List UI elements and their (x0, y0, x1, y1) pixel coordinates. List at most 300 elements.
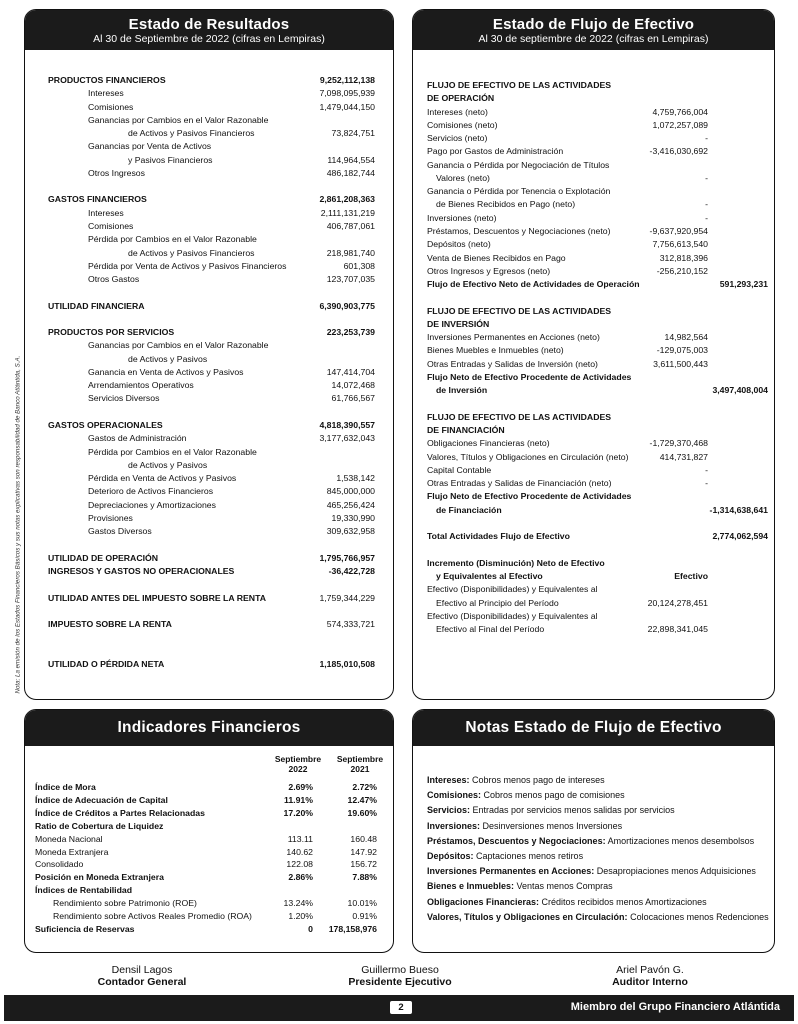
nota-desc: Entradas por servicios menos salidas por servicios (470, 805, 675, 816)
table-row (25, 794, 393, 807)
row-label: Servicios (neto) (427, 133, 488, 144)
row-value: 73,824,751 (331, 128, 375, 139)
table-row (25, 300, 393, 313)
row-label: Comisiones (88, 220, 134, 231)
nota-desc: Captaciones menos retiros (473, 851, 584, 862)
row-value: 20,124,278,451 (647, 597, 708, 608)
row-total: 160.48 (350, 833, 377, 844)
row-label: de Activos y Pasivos Financieros (128, 128, 255, 139)
row-total: 7.88% (352, 872, 377, 883)
row-label: Pérdida en Venta de Activos y Pasivos (88, 473, 237, 484)
row-label: Efectivo (Disponibilidades) y Equivalentes al (427, 610, 598, 621)
table-row (25, 339, 393, 352)
row-label: Pérdida por Venta de Activos y Pasivos Financieros (88, 260, 287, 271)
table-row (25, 565, 393, 578)
table-row (25, 605, 393, 618)
row-value: 465,256,424 (326, 499, 375, 510)
table-row (413, 530, 774, 543)
row-value: 7,098,095,939 (319, 88, 375, 99)
row-label: FLUJO DE EFECTIVO DE LAS ACTIVIDADES (427, 80, 612, 90)
row-label: Comisiones (88, 101, 134, 112)
row-value: 2,111,131,219 (320, 207, 375, 218)
row-total: 10.01% (347, 898, 377, 909)
table-row (413, 278, 774, 291)
row-label: Provisiones (88, 512, 133, 523)
row-label: IMPUESTO SOBRE LA RENTA (48, 619, 172, 630)
nota-item (427, 788, 766, 803)
nota-desc: Amortizaciones menos desembolsos (605, 835, 755, 846)
nota-item (427, 834, 766, 849)
row-label: Flujo Neto de Efectivo Procedente de Actividades (427, 371, 632, 382)
row-value: 4,759,766,004 (652, 106, 708, 117)
table-row (25, 154, 393, 167)
nota-desc: Desapropiaciones menos Adquisiciones (594, 866, 756, 877)
table-row (25, 233, 393, 246)
row-label: Índice de Mora (35, 782, 96, 792)
row-label: Capital Contable (427, 464, 492, 475)
estado-resultados-table (25, 50, 393, 690)
row-total: 3,497,408,004 (712, 385, 768, 396)
row-total: 19.60% (347, 807, 377, 818)
table-row (413, 397, 774, 410)
nota-item (427, 895, 766, 910)
table-row (413, 291, 774, 304)
table-row (25, 525, 393, 538)
table-row (413, 424, 774, 437)
table-row (25, 871, 393, 884)
table-row (413, 238, 774, 251)
row-value: 113.11 (287, 833, 313, 844)
row-value: - (705, 478, 708, 489)
row-value: 13.24% (283, 898, 313, 909)
signature-role: Auditor Interno (612, 976, 688, 988)
row-label: Moneda Extranjera (35, 846, 109, 857)
indicadores-header (25, 710, 393, 746)
table-row (413, 464, 774, 477)
row-value: 123,707,035 (326, 274, 375, 285)
row-label: Valores, Títulos y Obligaciones en Circulación (neto) (427, 451, 629, 462)
table-row (25, 820, 393, 833)
row-value: 3,177,632,043 (319, 433, 375, 444)
signature-name: Ariel Pavón G. (616, 964, 684, 976)
row-label: Consolidado (35, 859, 84, 870)
table-row (413, 145, 774, 158)
row-value: 11.91% (284, 794, 313, 805)
row-label: Rendimiento sobre Patrimonio (ROE) (53, 898, 197, 909)
row-value: 22,898,341,045 (647, 624, 708, 635)
table-row (25, 247, 393, 260)
table-row (25, 419, 393, 432)
row-value: 61,766,567 (331, 393, 375, 404)
table-row (25, 392, 393, 405)
table-row (25, 884, 393, 897)
table-row (25, 472, 393, 485)
table-row (413, 331, 774, 344)
row-label: Efectivo al Principio del Período (436, 597, 559, 608)
indicadores-col1-header: Septiembre 2022 (274, 754, 322, 774)
table-row (413, 384, 774, 397)
table-row (25, 592, 393, 605)
row-label: Pérdida por Cambios en el Valor Razonable (88, 234, 257, 245)
row-label: Suficiencia de Reservas (35, 923, 135, 934)
row-total: -1,314,638,641 (709, 504, 768, 515)
row-label: Ganancia o Pérdida por Tenencia o Explotación (427, 186, 611, 197)
table-row (413, 543, 774, 556)
row-label: Gastos Diversos (88, 526, 152, 537)
row-label: Deterioro de Activos Financieros (88, 486, 214, 497)
table-row (25, 220, 393, 233)
row-value: 486,182,744 (326, 167, 375, 178)
indicadores-table (25, 746, 393, 946)
table-row (25, 353, 393, 366)
row-label: de Bienes Recibidos en Pago (neto) (436, 199, 576, 210)
row-value: 406,787,061 (326, 220, 375, 231)
row-value: - (705, 212, 708, 223)
row-value: 601,308 (343, 260, 375, 271)
table-row (25, 326, 393, 339)
flujo-efectivo-panel (412, 9, 775, 700)
signature-name: Guillermo Bueso (361, 964, 439, 976)
table-row (25, 101, 393, 114)
row-label: Rendimiento sobre Activos Reales Promedio (ROA) (53, 911, 252, 921)
flujo-efectivo-header (413, 10, 774, 50)
row-label: Depreciaciones y Amortizaciones (88, 499, 216, 510)
row-label: Efectivo (Disponibilidades) y Equivalentes al (427, 584, 598, 595)
table-row (25, 499, 393, 512)
flujo-efectivo-subtitle: Al 30 de septiembre de 2022 (cifras en Lempiras) (478, 33, 709, 45)
row-label: Intereses (88, 88, 124, 99)
row-value: 14,072,468 (331, 380, 375, 391)
signature-auditor (570, 964, 730, 988)
row-label: Otros Ingresos y Egresos (neto) (427, 265, 551, 276)
row-label: FLUJO DE EFECTIVO DE LAS ACTIVIDADES (427, 411, 612, 422)
row-label: de Activos y Pasivos (128, 459, 208, 470)
row-label: Intereses (88, 207, 124, 218)
nota-term: Servicios: (427, 805, 471, 816)
table-row (25, 846, 393, 859)
row-total: 2.72% (352, 782, 377, 792)
flujo-efectivo-title: Estado de Flujo de Efectivo (492, 16, 695, 33)
row-label: Moneda Nacional (35, 833, 103, 844)
row-label: y Pasivos Financieros (128, 154, 213, 165)
row-label: Ratio de Cobertura de Liquidez (35, 820, 164, 831)
table-row (25, 74, 393, 87)
table-row (25, 781, 393, 794)
table-row (25, 286, 393, 299)
table-row (413, 265, 774, 278)
row-value: 19,330,990 (331, 512, 375, 523)
table-row (25, 193, 393, 206)
row-label: Ganancia o Pérdida por Negociación de Títulos (427, 159, 610, 170)
row-label: Flujo de Efectivo Neto de Actividades de Operación (427, 279, 640, 290)
row-value: - (705, 133, 708, 144)
row-label: Servicios Diversos (88, 393, 160, 404)
nota-term: Depósitos: (427, 851, 474, 862)
table-row (413, 79, 774, 92)
table-row (25, 858, 393, 871)
row-total: 12.47% (347, 794, 377, 805)
table-row (25, 207, 393, 220)
page-number: 2 (390, 1001, 412, 1014)
table-row (25, 807, 393, 820)
row-value: -129,075,003 (656, 345, 708, 356)
row-total: 156.72 (350, 859, 377, 870)
table-row (413, 305, 774, 318)
row-label: Arrendamientos Operativos (88, 380, 194, 391)
row-value: -3,416,030,692 (649, 146, 708, 157)
table-row (413, 119, 774, 132)
row-value: 845,000,000 (326, 486, 375, 497)
table-row (25, 432, 393, 445)
row-value: 1.20% (288, 911, 313, 921)
table-row (413, 185, 774, 198)
row-value: -1,729,370,468 (649, 438, 708, 449)
table-row (25, 459, 393, 472)
nota-desc: Cobros menos pago de intereses (469, 775, 605, 785)
row-value: 3,611,500,443 (653, 358, 708, 369)
table-row (25, 552, 393, 565)
row-label: y Equivalentes al Efectivo (436, 570, 543, 581)
nota-term: Préstamos, Descuentos y Negociaciones: (427, 835, 606, 846)
row-total: 574,333,721 (326, 619, 375, 630)
notas-title: Notas Estado de Flujo de Efectivo (465, 719, 722, 736)
table-row (413, 490, 774, 503)
row-value: - (705, 199, 708, 210)
signature-presidente (320, 964, 480, 988)
table-row (25, 631, 393, 644)
row-label: Incremento (Disminución) Neto de Efectivo (427, 557, 605, 568)
table-row (413, 451, 774, 464)
row-total: 591,293,231 (719, 279, 768, 290)
row-label: Obligaciones Financieras (neto) (427, 438, 550, 449)
table-row (25, 446, 393, 459)
row-value: 14,982,564 (664, 332, 708, 343)
row-label: Gastos de Administración (88, 433, 187, 444)
table-row (413, 106, 774, 119)
table-row (413, 411, 774, 424)
row-label: Intereses (neto) (427, 106, 488, 117)
table-row (25, 87, 393, 100)
row-value: -256,210,152 (656, 265, 708, 276)
table-row (413, 570, 774, 583)
table-row (413, 583, 774, 596)
table-row (413, 132, 774, 145)
estado-resultados-title: Estado de Resultados (128, 16, 290, 33)
row-value: - (705, 464, 708, 475)
table-row (413, 437, 774, 450)
indicadores-panel (24, 709, 394, 953)
table-row (413, 318, 774, 331)
nota-term: Comisiones: (427, 790, 482, 801)
notas-panel (412, 709, 775, 953)
estado-resultados-panel (24, 9, 394, 700)
row-label: Préstamos, Descuentos y Negociaciones (neto) (427, 225, 611, 236)
row-label: Inversiones (neto) (427, 212, 497, 223)
row-label: Otros Ingresos (88, 167, 145, 178)
side-note: Nota: La emisión de los Estados Financieros Básicos y sus notas explicativas son responsabilidad de Banco Atlántida, S.A. (14, 355, 22, 694)
row-value: 7,756,613,540 (652, 239, 708, 250)
nota-term: Inversiones: (427, 820, 481, 831)
row-label: Pérdida por Cambios en el Valor Razonable (88, 446, 257, 457)
table-row (25, 180, 393, 193)
row-value: -9,637,920,954 (649, 225, 708, 236)
row-label: DE FINANCIACIÓN (427, 425, 505, 436)
table-row (25, 512, 393, 525)
row-label: Índice de Adecuación de Capital (35, 794, 168, 805)
nota-item (427, 773, 766, 788)
row-label: de Inversión (436, 385, 488, 396)
table-row (25, 127, 393, 140)
table-row (413, 212, 774, 225)
table-row (25, 140, 393, 153)
estado-resultados-header (25, 10, 393, 50)
nota-term: Inversiones Permanentes en Acciones: (427, 866, 595, 877)
row-value: 2.69% (288, 782, 313, 792)
table-row (25, 167, 393, 180)
row-value: 1,072,257,089 (652, 119, 708, 130)
row-label: Inversiones Permanentes en Acciones (neto) (427, 332, 600, 343)
row-label: Ganancia en Venta de Activos y Pasivos (88, 366, 244, 377)
table-row (413, 172, 774, 185)
table-row (25, 406, 393, 419)
row-label: PRODUCTOS POR SERVICIOS (48, 327, 175, 338)
table-row (25, 910, 393, 923)
row-label: Depósitos (neto) (427, 239, 491, 250)
nota-item (427, 849, 766, 864)
row-label: Índice de Créditos a Partes Relacionadas (35, 807, 205, 818)
table-row (413, 344, 774, 357)
row-value: 218,981,740 (326, 247, 375, 258)
row-total: 6,390,903,775 (319, 300, 375, 311)
nota-item (427, 803, 766, 818)
row-value: 1,479,044,150 (319, 101, 375, 112)
group-member-text: Miembro del Grupo Financiero Atlántida (570, 1001, 780, 1013)
row-label: Flujo Neto de Efectivo Procedente de Actividades (427, 491, 632, 502)
row-value: 309,632,958 (326, 526, 375, 537)
row-label: Valores (neto) (436, 172, 490, 183)
nota-item (427, 910, 769, 925)
table-row (413, 597, 774, 610)
nota-item (427, 864, 766, 879)
table-row (25, 658, 393, 671)
indicadores-title: Indicadores Financieros (117, 719, 301, 736)
table-row (413, 358, 774, 371)
signature-name: Densil Lagos (111, 964, 173, 976)
table-row (25, 578, 393, 591)
notas-list (427, 773, 769, 925)
table-row (413, 159, 774, 172)
table-row (413, 623, 774, 636)
row-total: 1,759,344,229 (319, 592, 375, 603)
nota-item (427, 879, 766, 894)
table-row (25, 833, 393, 846)
row-label: INGRESOS Y GASTOS NO OPERACIONALES (48, 565, 235, 576)
table-row (25, 923, 393, 936)
table-row (25, 313, 393, 326)
row-label: Ganancias por Cambios en el Valor Razonable (88, 114, 269, 125)
row-label: de Activos y Pasivos Financieros (128, 247, 255, 258)
row-label: Otras Entradas y Salidas de Financiación (neto) (427, 478, 612, 489)
row-value: - (705, 172, 708, 183)
notas-header (413, 710, 774, 746)
row-label: Total Actividades Flujo de Efectivo (427, 531, 570, 542)
table-row (413, 92, 774, 105)
table-row (25, 897, 393, 910)
table-row (25, 618, 393, 631)
row-label: GASTOS FINANCIEROS (48, 194, 147, 205)
row-total: 0.91% (352, 911, 377, 921)
table-row (413, 517, 774, 530)
signature-contador (62, 964, 222, 988)
signature-role: Contador General (97, 976, 187, 988)
row-label: Efectivo al Final del Período (436, 624, 545, 635)
row-value: 0 (308, 923, 313, 934)
row-total: 2,861,208,363 (319, 194, 375, 205)
signature-role: Presidente Ejecutivo (348, 976, 452, 988)
row-total: 9,252,112,138 (319, 75, 375, 85)
row-label: Bienes Muebles e Inmuebles (neto) (427, 345, 564, 356)
row-value: 114,964,554 (327, 154, 375, 165)
row-value: 122.08 (286, 859, 313, 870)
row-value: 414,731,827 (659, 451, 708, 462)
row-label: Comisiones (neto) (427, 119, 498, 130)
row-label: Venta de Bienes Recibidos en Pago (427, 252, 566, 263)
row-label: DE INVERSIÓN (427, 318, 490, 329)
row-total: 223,253,739 (326, 327, 375, 338)
nota-term: Valores, Títulos y Obligaciones en Circulación: (427, 911, 628, 922)
table-row (413, 225, 774, 238)
row-value: 1,538,142 (336, 473, 375, 484)
row-total: 2,774,062,594 (712, 531, 768, 542)
row-total: -36,422,728 (328, 565, 375, 576)
table-row (25, 260, 393, 273)
row-label: UTILIDAD O PÉRDIDA NETA (48, 658, 165, 669)
table-row (413, 371, 774, 384)
row-value: 312,818,396 (659, 252, 708, 263)
row-total: 4,818,390,557 (319, 420, 375, 431)
row-label: FLUJO DE EFECTIVO DE LAS ACTIVIDADES (427, 305, 612, 316)
row-value: 2.86% (288, 872, 313, 883)
row-label: Ganancias por Cambios en el Valor Razonable (88, 340, 269, 351)
row-total: 178,158,976 (328, 923, 377, 934)
row-total: 1,795,766,957 (319, 552, 375, 563)
table-row (413, 557, 774, 570)
row-value: 17.20% (283, 807, 313, 818)
nota-desc: Cobros menos pago de comisiones (481, 790, 625, 801)
row-label: Índices de Rentabilidad (35, 885, 133, 896)
nota-desc: Ventas menos Compras (514, 881, 613, 892)
nota-desc: Colocaciones menos Redenciones (627, 911, 769, 922)
table-row (25, 366, 393, 379)
flujo-efectivo-table (413, 50, 774, 690)
row-label: Otras Entradas y Salidas de Inversión (neto) (427, 358, 598, 369)
row-label: Ganancias por Venta de Activos (88, 141, 212, 152)
row-label: UTILIDAD DE OPERACIÓN (48, 552, 159, 563)
indicadores-col2-header: Septiembre 2021 (336, 754, 384, 774)
table-row (413, 504, 774, 517)
row-label: de Activos y Pasivos (128, 353, 208, 364)
row-label: GASTOS OPERACIONALES (48, 420, 163, 431)
table-row (25, 273, 393, 286)
estado-resultados-subtitle: Al 30 de Septiembre de 2022 (cifras en Lempiras) (93, 33, 325, 45)
nota-item (427, 819, 766, 834)
row-label: de Financiación (436, 504, 502, 515)
table-row (413, 610, 774, 623)
nota-term: Intereses: (427, 775, 470, 785)
row-value: 147,414,704 (326, 366, 375, 377)
row-label: UTILIDAD ANTES DEL IMPUESTO SOBRE LA RENTA (48, 592, 266, 603)
row-label: Posición en Moneda Extranjera (35, 872, 164, 883)
